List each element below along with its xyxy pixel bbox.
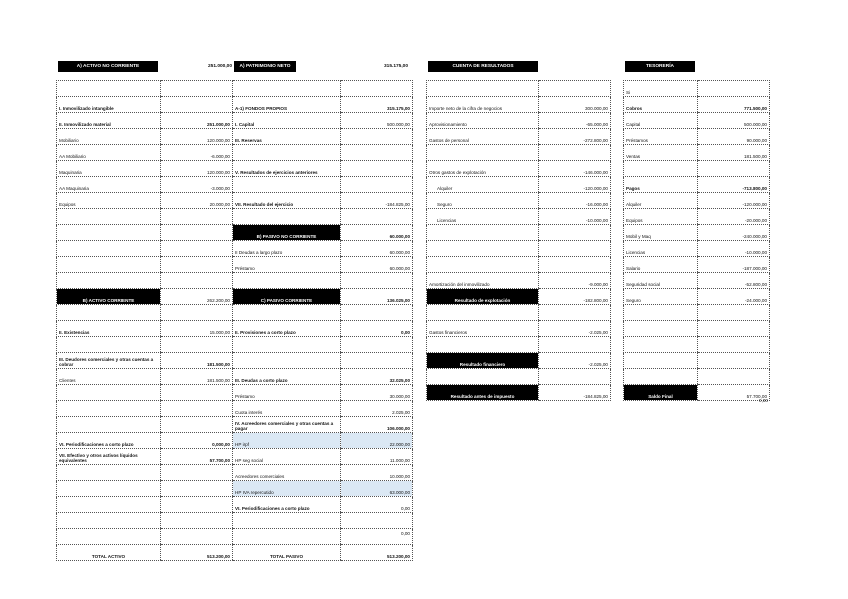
table-row (427, 193, 611, 209)
activo-label (57, 465, 161, 481)
resultados-label: Importe neto de la cifra de negocios (427, 97, 539, 113)
activo-value: 513.200,00 (161, 545, 233, 561)
tesoreria-label: Pagos (624, 177, 698, 193)
resultados-value (539, 225, 611, 241)
resultados-value: -182.800,00 (539, 289, 611, 305)
activo-label: Clientes (57, 369, 161, 385)
pasivo-label: V. Resultados de ejercicios anteriores (233, 161, 341, 177)
tesoreria-value (698, 369, 770, 385)
pasivo-value: -184.825,00 (341, 193, 413, 209)
pasivo-value: 0,00 (341, 321, 413, 337)
table-row (427, 337, 611, 353)
pasivo-value (341, 177, 413, 193)
table-row (624, 193, 770, 209)
resultados-label (427, 225, 539, 241)
pasivo-label: III. Reservas (233, 129, 341, 145)
pasivo-value: 10.000,00 (341, 465, 413, 481)
resultados-value (539, 337, 611, 353)
activo-no-corriente-header: A) ACTIVO NO CORRIENTE (58, 61, 158, 72)
table-row (57, 177, 413, 193)
tesoreria-value (698, 353, 770, 369)
tesoreria-value (698, 337, 770, 353)
pasivo-value: 11.000,00 (341, 449, 413, 465)
table-row (427, 161, 611, 177)
pasivo-label (233, 513, 341, 529)
activo-value (161, 241, 233, 257)
activo-value (161, 513, 233, 529)
activo-label (57, 81, 161, 97)
tesoreria-value (698, 81, 770, 97)
pasivo-label: Cuota interés (233, 401, 341, 417)
pasivo-label (233, 145, 341, 161)
resultados-value: -10.000,00 (539, 209, 611, 225)
activo-label: Maquinaria (57, 161, 161, 177)
pasivo-value: 30.000,00 (341, 385, 413, 401)
tesoreria-value: -20.000,00 (698, 209, 770, 225)
activo-label (57, 225, 161, 241)
activo-label: VI. Periodificaciones a corto plazo (57, 433, 161, 449)
resultados-label (427, 241, 539, 257)
pasivo-label: C) PASIVO CORRIENTE (233, 289, 341, 305)
table-row (57, 497, 413, 513)
tesoreria-value: -240.000,00 (698, 225, 770, 241)
pasivo-label: Préstamo (233, 385, 341, 401)
activo-label: Equipos (57, 193, 161, 209)
activo-value (161, 529, 233, 545)
activo-value (161, 81, 233, 97)
patrimonio-neto-total: 315.175,00 (383, 64, 408, 69)
table-row (624, 177, 770, 193)
resultados-label: Aprovisionamiento (427, 113, 539, 129)
table-row (427, 321, 611, 337)
pasivo-label: TOTAL PASIVO (233, 545, 341, 561)
resultados-value (539, 145, 611, 161)
balance-difference: 0,00 (401, 531, 410, 536)
tesoreria-value: -187.000,00 (698, 257, 770, 273)
pasivo-value (341, 81, 413, 97)
tesoreria-value: -10.000,00 (698, 241, 770, 257)
pasivo-label: Préstamo (233, 257, 341, 273)
activo-label (57, 241, 161, 257)
pasivo-label (233, 209, 341, 225)
tesoreria-value: -52.800,00 (698, 273, 770, 289)
activo-value (161, 225, 233, 241)
table-row (624, 257, 770, 273)
tesoreria-label: Capital (624, 113, 698, 129)
table-row (624, 81, 770, 97)
tesoreria-value: 181.500,00 (698, 145, 770, 161)
pasivo-value (341, 353, 413, 369)
resultados-label: Amortización del inmovilizado (427, 273, 539, 289)
resultados-value (539, 369, 611, 385)
table-row (624, 337, 770, 353)
resultados-value: -146.000,00 (539, 161, 611, 177)
tesoreria-header: TESORERÍA (625, 61, 695, 72)
resultados-value: 300.000,00 (539, 97, 611, 113)
activo-value (161, 305, 233, 321)
pasivo-value: 500.000,00 (341, 113, 413, 129)
table-row (624, 129, 770, 145)
activo-value: 15.000,00 (161, 321, 233, 337)
table-row (624, 145, 770, 161)
table-row (57, 305, 413, 321)
pasivo-label (233, 273, 341, 289)
table-row (57, 289, 413, 305)
tesoreria-label: Cobros (624, 97, 698, 113)
table-row (57, 257, 413, 273)
resultados-label: Alquiler (427, 177, 539, 193)
activo-value (161, 417, 233, 433)
activo-value (161, 401, 233, 417)
tesoreria-label: Saldo Final (624, 385, 698, 401)
activo-value (161, 209, 233, 225)
pasivo-value: 0,00 (341, 497, 413, 513)
pasivo-value: 22.000,00 (341, 433, 413, 449)
pasivo-label (233, 81, 341, 97)
table-row (57, 273, 413, 289)
table-row (427, 97, 611, 113)
activo-label (57, 529, 161, 545)
resultados-label: Licencias (427, 209, 539, 225)
pasivo-value: 106.000,00 (341, 417, 413, 433)
activo-label (57, 305, 161, 321)
resultados-label: Seguro (427, 193, 539, 209)
resultados-value (539, 257, 611, 273)
pasivo-label: II. Provisiones a corto plazo (233, 321, 341, 337)
activo-value (161, 497, 233, 513)
resultados-label (427, 369, 539, 385)
tesoreria-table (623, 80, 770, 401)
table-row (427, 257, 611, 273)
table-row (427, 129, 611, 145)
tesoreria-value: -713.800,00 (698, 177, 770, 193)
resultados-label: Resultado financiero (427, 353, 539, 369)
pasivo-label: I. Capital (233, 113, 341, 129)
table-row (57, 417, 413, 433)
tesoreria-value: 500.000,00 (698, 113, 770, 129)
table-row (57, 321, 413, 337)
tesoreria-label (624, 337, 698, 353)
table-row (57, 369, 413, 385)
resultados-value: -16.000,00 (539, 193, 611, 209)
activo-value: 251.000,00 (161, 113, 233, 129)
table-row (624, 225, 770, 241)
pasivo-label: HP irpf (233, 433, 341, 449)
tesoreria-label (624, 321, 698, 337)
pasivo-label: HP IVA repercutido (233, 481, 341, 497)
tesoreria-value: 771.500,00 (698, 97, 770, 113)
table-row (57, 401, 413, 417)
pasivo-value: 513.200,00 (341, 545, 413, 561)
tesoreria-value (698, 161, 770, 177)
activo-label: II. Existencias (57, 321, 161, 337)
table-row (57, 145, 413, 161)
table-row (624, 113, 770, 129)
pasivo-value (341, 273, 413, 289)
activo-label: III. Deudores comerciales y otras cuentas a cobrar (57, 353, 161, 369)
pasivo-label (233, 353, 341, 369)
table-row (57, 449, 413, 465)
activo-label (57, 273, 161, 289)
pasivo-label (233, 305, 341, 321)
pasivo-value: 60.000,00 (341, 257, 413, 273)
activo-label: VII. Efectivo y otros activos líquidos equivalentes (57, 449, 161, 465)
activo-label (57, 497, 161, 513)
tesoreria-label: Alquiler (624, 193, 698, 209)
table-row (57, 465, 413, 481)
table-row (57, 193, 413, 209)
table-row (57, 353, 413, 369)
table-row (427, 289, 611, 305)
resultados-table (426, 80, 611, 401)
table-row (57, 385, 413, 401)
table-row (427, 209, 611, 225)
activo-value: 57.700,00 (161, 449, 233, 465)
pasivo-value (341, 305, 413, 321)
table-row (427, 145, 611, 161)
table-row (624, 209, 770, 225)
balance-table (56, 80, 413, 561)
pasivo-value (341, 161, 413, 177)
activo-label: I. Inmovilizado intangible (57, 97, 161, 113)
pasivo-label: IV. Acreedores comerciales y otras cuentas a pagar (233, 417, 341, 433)
activo-label (57, 481, 161, 497)
pasivo-value: 136.025,00 (341, 289, 413, 305)
pasivo-value (341, 209, 413, 225)
resultados-value (539, 305, 611, 321)
activo-label (57, 401, 161, 417)
table-row (624, 321, 770, 337)
tesoreria-value: -120.000,00 (698, 193, 770, 209)
table-row (427, 273, 611, 289)
pasivo-label: HP seg social (233, 449, 341, 465)
table-row (624, 353, 770, 369)
tesoreria-label: Licencias (624, 241, 698, 257)
activo-value (161, 481, 233, 497)
pasivo-label (233, 529, 341, 545)
table-row (57, 97, 413, 113)
resultados-value: -2.025,00 (539, 321, 611, 337)
tesoreria-label: Equipos (624, 209, 698, 225)
table-row (427, 81, 611, 97)
activo-label: AA Mobiliario (57, 145, 161, 161)
activo-value (161, 257, 233, 273)
table-row (427, 369, 611, 385)
activo-value: 120.000,00 (161, 161, 233, 177)
resultados-value: -9.000,00 (539, 273, 611, 289)
pasivo-value (341, 145, 413, 161)
table-row (427, 225, 611, 241)
tesoreria-value: -24.000,00 (698, 289, 770, 305)
resultados-value: -65.000,00 (539, 113, 611, 129)
activo-label: II. Inmovilizado material (57, 113, 161, 129)
pasivo-label: B) PASIVO NO CORRIENTE (233, 225, 341, 241)
tesoreria-label: Mobil y Maq (624, 225, 698, 241)
resultados-label (427, 81, 539, 97)
pasivo-value (341, 337, 413, 353)
activo-no-corriente-total: 251.000,00 (207, 64, 232, 69)
table-row (427, 241, 611, 257)
table-row (57, 241, 413, 257)
table-row (427, 113, 611, 129)
table-row (57, 129, 413, 145)
activo-value: 0,000,00 (161, 433, 233, 449)
resultados-value: -272.800,00 (539, 129, 611, 145)
activo-value (161, 337, 233, 353)
table-row (57, 113, 413, 129)
activo-value: -3.000,00 (161, 177, 233, 193)
pasivo-label: A-1) FONDOS PROPIOS (233, 97, 341, 113)
tesoreria-note: 0,00 (759, 398, 768, 403)
resultados-value: -2.025,00 (539, 353, 611, 369)
pasivo-label: III. Deudas a corto plazo (233, 369, 341, 385)
table-row (57, 225, 413, 241)
resultados-label: Otros gastos de explotación (427, 161, 539, 177)
activo-value: 20.000,00 (161, 193, 233, 209)
table-row (57, 433, 413, 449)
activo-label: AA Maquinaria (57, 177, 161, 193)
tesoreria-label: Préstamos (624, 129, 698, 145)
table-row (624, 305, 770, 321)
table-row (427, 385, 611, 401)
tesoreria-value: 57.700,00 (698, 385, 770, 401)
activo-label (57, 209, 161, 225)
resultados-label: Gastos de personal (427, 129, 539, 145)
cuenta-resultados-header: CUENTA DE RESULTADOS (428, 61, 538, 72)
tesoreria-label: Ventas (624, 145, 698, 161)
pasivo-label: VI. Periodificaciones a corto plazo (233, 497, 341, 513)
activo-label (57, 385, 161, 401)
tesoreria-label (624, 161, 698, 177)
resultados-value (539, 81, 611, 97)
pasivo-value: 60.000,00 (341, 241, 413, 257)
table-row (624, 369, 770, 385)
tesoreria-label (624, 369, 698, 385)
table-row (57, 337, 413, 353)
tesoreria-label (624, 305, 698, 321)
pasivo-value (341, 513, 413, 529)
table-row (57, 513, 413, 529)
activo-label: B) ACTIVO CORRIENTE (57, 289, 161, 305)
table-row (427, 353, 611, 369)
pasivo-label (233, 177, 341, 193)
pasivo-value: 60.000,00 (341, 225, 413, 241)
activo-label (57, 337, 161, 353)
table-row (57, 481, 413, 497)
resultados-label: Resultado antes de impuesto (427, 385, 539, 401)
tesoreria-value: 90.000,00 (698, 129, 770, 145)
activo-value (161, 465, 233, 481)
activo-value (161, 273, 233, 289)
resultados-value: -120.000,00 (539, 177, 611, 193)
activo-label (57, 513, 161, 529)
table-row (624, 289, 770, 305)
table-row (624, 97, 770, 113)
resultados-label (427, 257, 539, 273)
activo-value: -6.000,00 (161, 145, 233, 161)
activo-value (161, 385, 233, 401)
activo-value (161, 97, 233, 113)
resultados-label (427, 145, 539, 161)
activo-label (57, 417, 161, 433)
tesoreria-label (624, 353, 698, 369)
resultados-value (539, 241, 611, 257)
table-row (427, 177, 611, 193)
table-row (624, 161, 770, 177)
pasivo-value: 63.000,00 (341, 481, 413, 497)
activo-label (57, 257, 161, 273)
table-row (427, 305, 611, 321)
patrimonio-neto-header: A) PATRIMONIO NETO (234, 61, 296, 72)
tesoreria-value (698, 321, 770, 337)
activo-value: 262.200,00 (161, 289, 233, 305)
resultados-label: Gastos financieros (427, 321, 539, 337)
tesoreria-value (698, 305, 770, 321)
pasivo-value: 2.025,00 (341, 401, 413, 417)
table-row (57, 529, 413, 545)
tesoreria-label: Seguridad social (624, 273, 698, 289)
pasivo-value (341, 129, 413, 145)
activo-value: 120.000,00 (161, 129, 233, 145)
resultados-label (427, 305, 539, 321)
activo-label: TOTAL ACTIVO (57, 545, 161, 561)
pasivo-label (233, 337, 341, 353)
table-row (57, 81, 413, 97)
pasivo-label: II Deudas a largo plazo (233, 241, 341, 257)
table-row (624, 241, 770, 257)
pasivo-value: 315.175,00 (341, 97, 413, 113)
table-row (57, 161, 413, 177)
resultados-label: Resultado de explotación (427, 289, 539, 305)
resultados-value: -184.825,00 (539, 385, 611, 401)
tesoreria-label: Si (624, 81, 698, 97)
table-row (624, 273, 770, 289)
pasivo-label: VII. Resultado del ejercicio (233, 193, 341, 209)
table-row (57, 209, 413, 225)
pasivo-label: Acreedores comerciales (233, 465, 341, 481)
resultados-label (427, 337, 539, 353)
activo-value: 181.500,00 (161, 369, 233, 385)
tesoreria-label: Salario (624, 257, 698, 273)
tesoreria-label: Seguro (624, 289, 698, 305)
table-row (57, 545, 413, 561)
activo-label: Mobiliario (57, 129, 161, 145)
pasivo-value: 32.025,00 (341, 369, 413, 385)
activo-value: 181.500,00 (161, 353, 233, 369)
